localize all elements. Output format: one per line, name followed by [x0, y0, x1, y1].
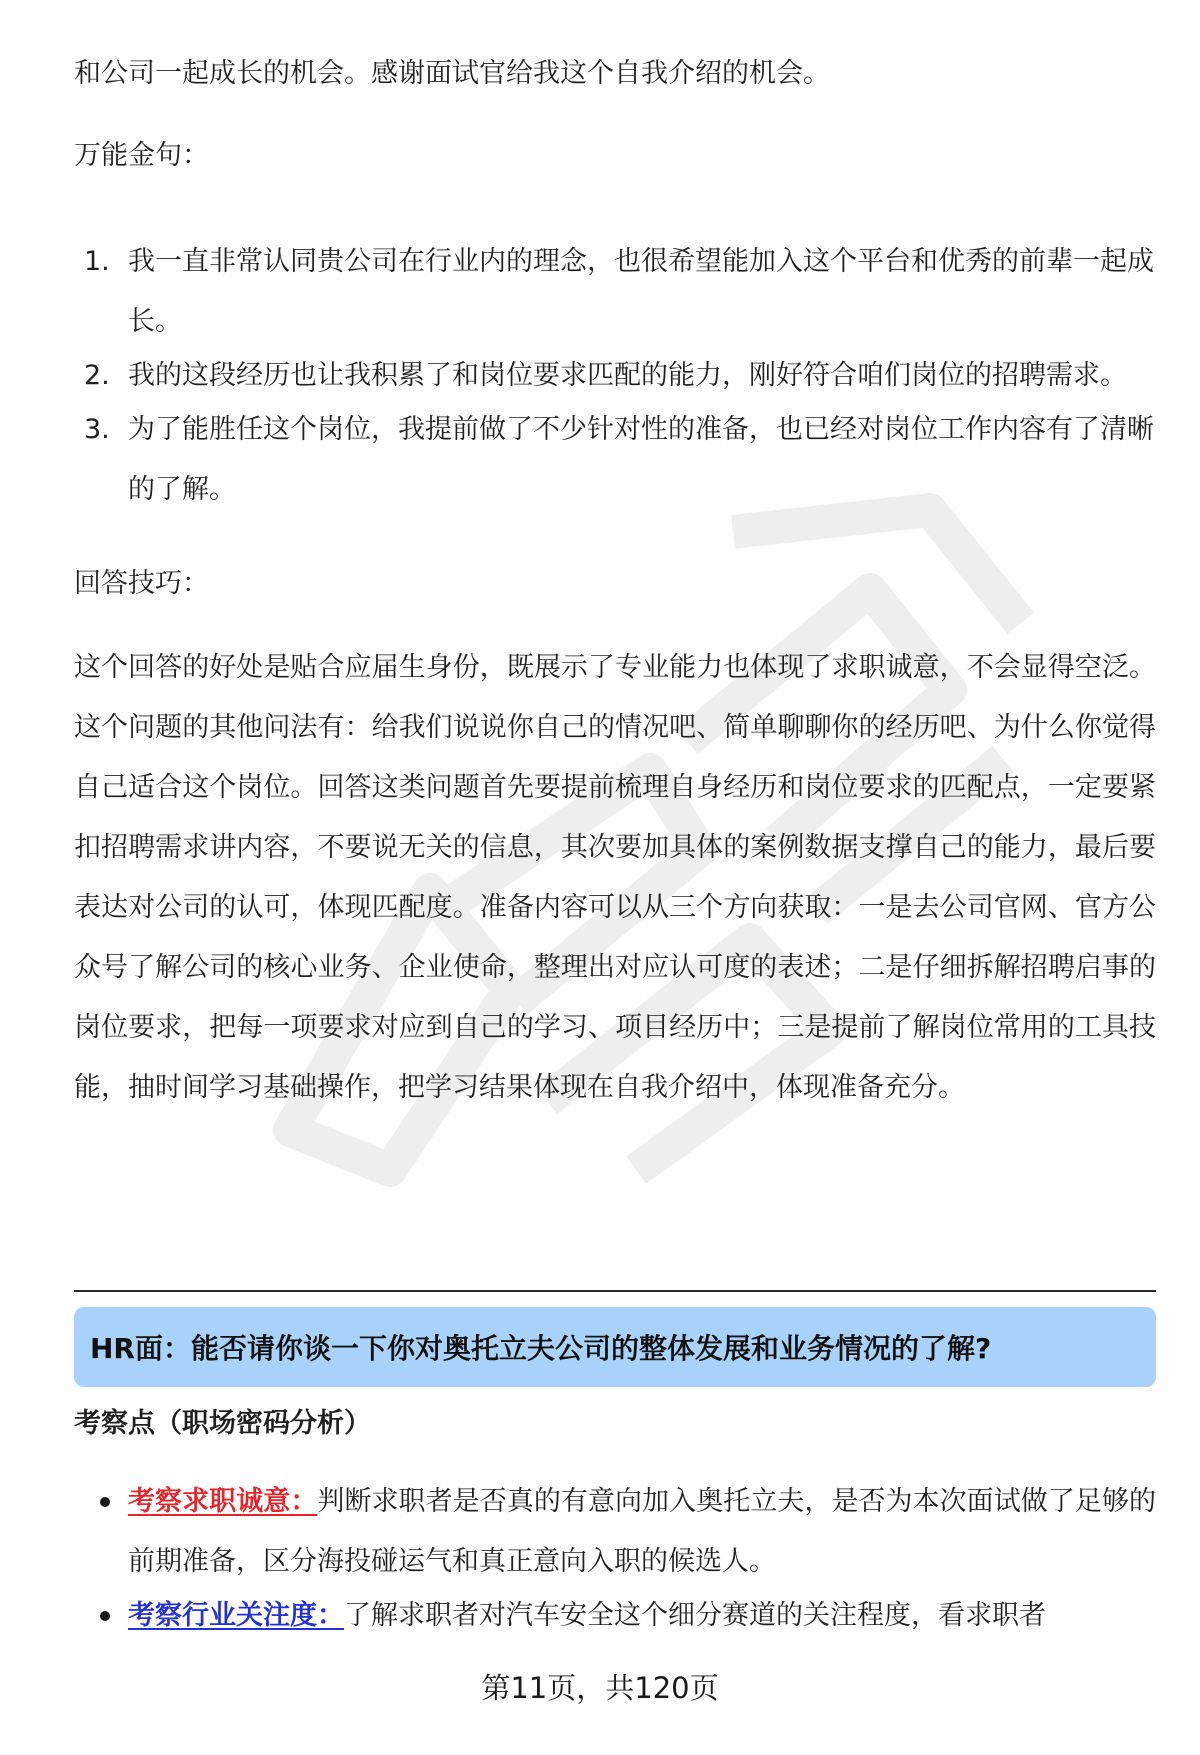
tips-heading: 回答技巧： [74, 568, 209, 599]
exam-point-text: 了解求职者对汽车安全这个细分赛道的关注程度，看求职者 [344, 1600, 1046, 1631]
list-item [74, 232, 1156, 352]
page-footer: 第11页，共120页 [481, 1671, 719, 1705]
section-divider [74, 1290, 1156, 1292]
exam-point-label: 考察求职诚意： [128, 1486, 318, 1517]
list-item-text: 我的这段经历也让我积累了和岗位要求匹配的能力，刚好符合咱们岗位的招聘需求。 [128, 360, 1127, 391]
exam-point-text: 判断求职者是否真的有意向加入奥托立夫，是否为本次面试做了足够的前期准备，区分海投碰运气和真正意向入职的候选人。 [128, 1486, 1157, 1577]
tips-body-text: 这个回答的好处是贴合应届生身份，既展示了专业能力也体现了求职诚意，不会显得空泛。这个问题的其他问法有：给我们说说你自己的情况吧、简单聊聊你的经历吧、为什么你觉得自己适合这个岗位。回答这类问题首先要提前梳理自身经历和岗位要求的匹配点，一定要紧扣招聘需求讲内容，不要说无关的信息，其次要加具体的案例数据支撑自己的能力，最后要表达对公司的认可，体现匹配度。准备内容可以从三个方向获取：一是去公司官网、官方公众号了解公司的核心业务、企业使命，整理出对应认可度的表述；二是仔细拆解招聘启事的岗位要求，把每一项要求对应到自己的学习、项目经历中；三是提前了解岗位常用的工具技能，抽时间学习基础操作，把学习结果体现在自我介绍中，体现准备充分。 [74, 652, 1156, 1103]
bullet-icon [100, 1497, 110, 1507]
exam-points-heading: 考察点（职场密码分析） [74, 1408, 371, 1439]
hr-question-text: HR面：能否请你谈一下你对奥托立夫公司的整体发展和业务情况的了解? [90, 1332, 992, 1365]
golden-heading: 万能金句： [74, 140, 209, 171]
hr-question-box [74, 1307, 1156, 1387]
list-number: 2. [84, 360, 110, 391]
list-item [74, 1586, 1156, 1646]
list-number: 1. [84, 246, 110, 277]
list-item-text: 为了能胜任这个岗位，我提前做了不少针对性的准备，也已经对岗位工作内容有了清晰的了解。 [128, 414, 1154, 505]
list-item [74, 346, 1156, 406]
list-number: 3. [84, 414, 110, 445]
list-item-text: 我一直非常认同贵公司在行业内的理念，也很希望能加入这个平台和优秀的前辈一起成长。 [128, 246, 1154, 337]
list-item [74, 400, 1156, 520]
list-item [74, 1472, 1156, 1592]
golden-sentence-list [74, 232, 1156, 520]
exam-point-label: 考察行业关注度： [128, 1600, 344, 1631]
exam-point-list [74, 1472, 1156, 1646]
intro-tail-text: 和公司一起成长的机会。感谢面试官给我这个自我介绍的机会。 [74, 58, 830, 89]
bullet-icon [100, 1611, 110, 1621]
